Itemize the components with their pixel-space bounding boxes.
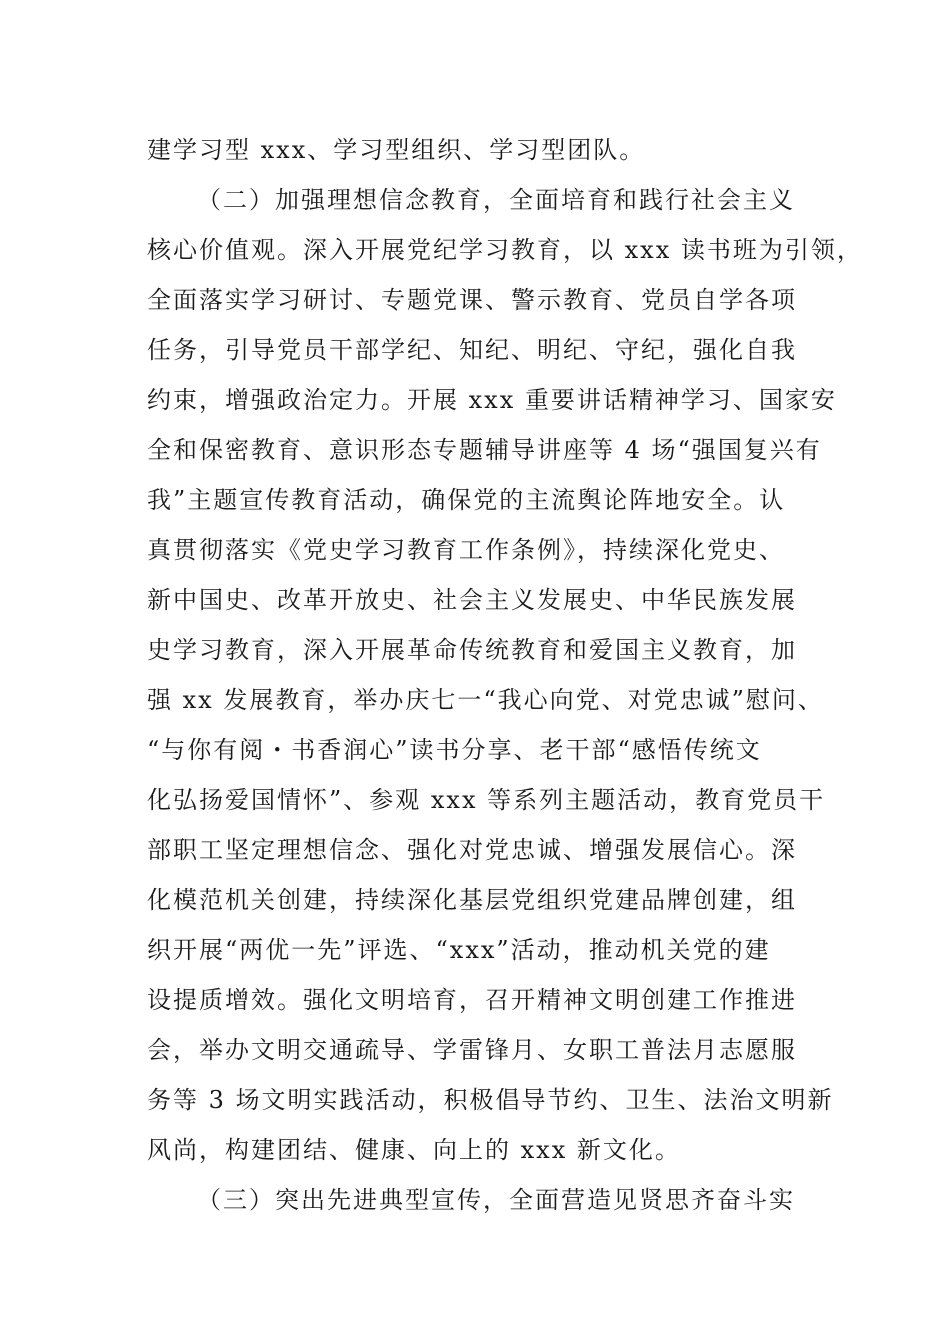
text-line: 我”主题宣传教育活动，确保党的主流舆论阵地安全。认 [147,486,786,514]
text-line: 织开展“两优一先”评选、“xxx”活动，推动机关党的建 [147,936,771,964]
text-line: 务等 3 场文明实践活动，积极倡导节约、卫生、法治文明新 [147,1086,834,1114]
text-line: 化弘扬爱国情怀”、参观 xxx 等系列主题活动，教育党员干 [147,786,826,814]
text-line: 风尚，构建团结、健康、向上的 xxx 新文化。 [147,1136,681,1164]
section-heading-2: （二）加强理想信念教育，全面培育和践行社会主义 [197,186,795,214]
text-line: 任务，引导党员干部学纪、知纪、明纪、守纪，强化自我 [147,336,797,364]
text-line: 史学习教育，深入开展革命传统教育和爱国主义教育，加 [147,636,797,664]
text-line: 设提质增效。强化文明培育，召开精神文明创建工作推进 [147,986,797,1014]
text-line: 会，举办文明交通疏导、学雷锋月、女职工普法月志愿服 [147,1036,797,1064]
text-line: 全面落实学习研讨、专题党课、警示教育、党员自学各项 [147,286,797,314]
text-line: 建学习型 xxx、学习型组织、学习型团队。 [147,136,646,164]
text-line: 全和保密教育、意识形态专题辅导讲座等 4 场“强国复兴有 [147,436,822,464]
text-line: 强 xx 发展教育，举办庆七一“我心向党、对党忠诚”慰问、 [147,686,824,714]
section-heading-3: （三）突出先进典型宣传，全面营造见贤思齐奋斗实 [197,1186,795,1214]
text-line: 真贯彻落实《党史学习教育工作条例》，持续深化党史、 [147,536,785,564]
text-line: “与你有阅・书香润心”读书分享、老干部“感悟传统文 [147,736,762,764]
text-line: 核心价值观。深入开展党纪学习教育，以 xxx 读书班为引领， [147,236,863,264]
text-line: 化模范机关创建，持续深化基层党组织党建品牌创建，组 [147,886,797,914]
text-line: 部职工坚定理想信念、强化对党忠诚、增强发展信心。深 [147,836,797,864]
text-line: 约束，增强政治定力。开展 xxx 重要讲话精神学习、国家安 [147,386,837,414]
text-line: 新中国史、改革开放史、社会主义发展史、中华民族发展 [147,586,797,614]
